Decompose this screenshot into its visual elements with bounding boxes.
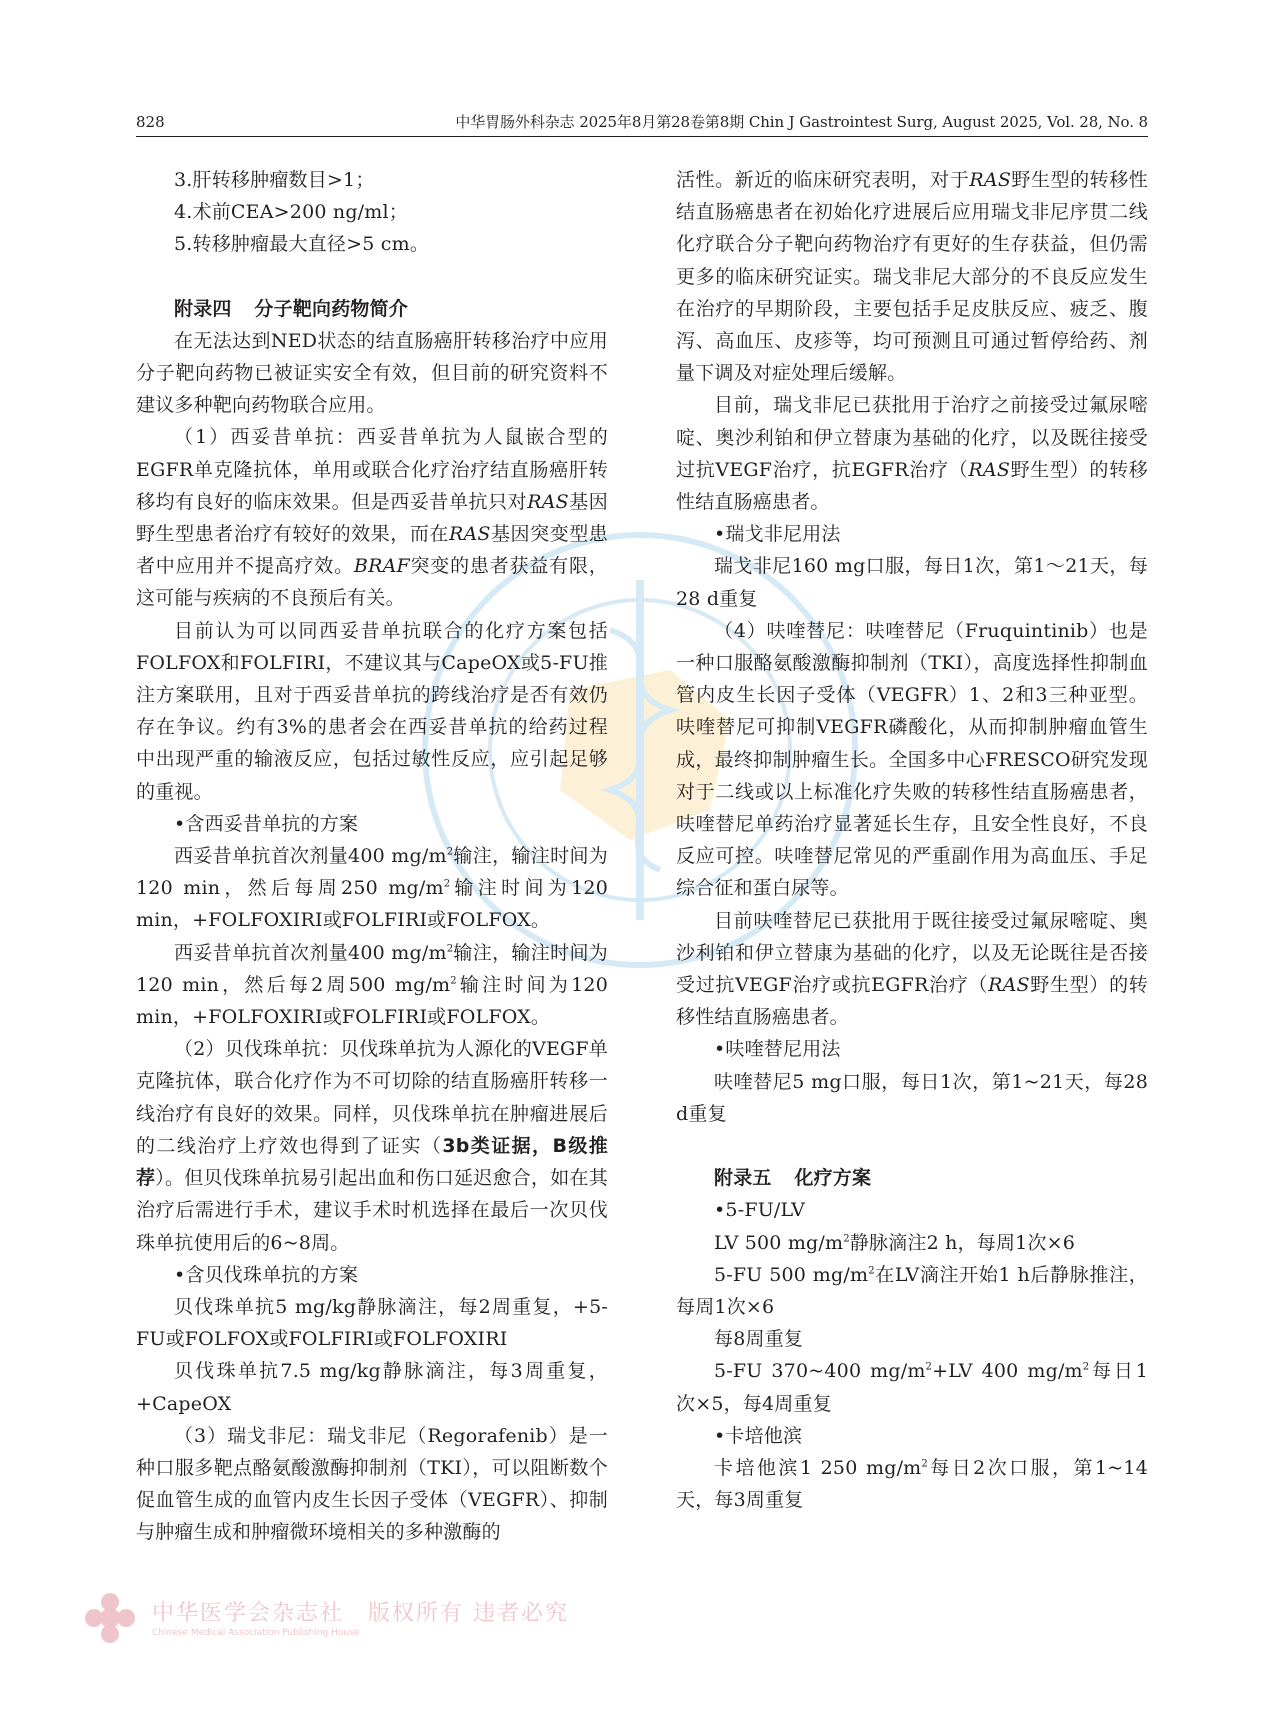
publisher-english-name: Chinese Medical Association Publishing House xyxy=(152,1628,360,1638)
right-column xyxy=(676,164,1148,1516)
capecitabine-line-1: 卡培他滨1 250 $mg/m^2$每日2次口服，第1~14天，每3周重复 xyxy=(676,1456,1148,1512)
cetuximab-paragraph: （1）西妥昔单抗：西妥昔单抗为人鼠嵌合型的EGFR单克隆抗体，单用或联合化疗治疗结直肠癌肝转移均有良好的临床效果。但是西妥昔单抗只对RAS基因野生型患者治疗有较好的效果，而在RAS基因突变型患者中应用并不提高疗效。BRAF突变的患者获益有限，这可能与疾病的不良预后有关。 xyxy=(136,426,609,610)
regorafenib-usage: 瑞戈非尼160 mg口服，每日1次，第1～21天，每28 d重复 xyxy=(676,555,1148,610)
publisher-watermark xyxy=(82,1590,602,1650)
fu-lv-line-4: 5-FU 370~400 $mg/m^2+LV$ 400 $mg/m^2$每日1次×5，每4周重复 xyxy=(676,1360,1148,1415)
cetuximab-regimen-heading: •含西妥昔单抗的方案 xyxy=(174,812,359,835)
fu-lv-line-1: LV 500 $mg/m^2$静脉滴注2 h，每周1次×6 xyxy=(714,1231,1076,1254)
regorafenib-usage-heading: •瑞戈非尼用法 xyxy=(714,523,841,546)
fruquintinib-paragraph: （4）呋喹替尼：呋喹替尼（Fruquintinib）也是一种口服酪氨酸激酶抑制剂（TKI），高度选择性抑制血管内皮生长因子受体（VEGFR）1、2和3三种亚型。呋喹替尼可抑制VEGFR磷酸化，从而抑制肿瘤血管生成，最终抑制肿瘤生长。全国多中心FRESCO研究发现对于二线或以上标准化疗失败的转移性结直肠癌患者，呋喹替尼单药治疗显著延长生存，且安全性良好，不良反应可控。呋喹替尼常见的严重副作用为高血压、手足综合征和蛋白尿等。 xyxy=(676,619,1148,900)
fu-lv-line-2: 5-FU 500 $mg/m^2$在LV滴注开始1 h后静脉推注，每周1次×6 xyxy=(676,1263,1148,1318)
list-item: 3.肝转移肿瘤数目>1； xyxy=(174,169,375,191)
page-number: 828 xyxy=(136,113,165,131)
cetuximab-combination-paragraph: 目前认为可以同西妥昔单抗联合的化疗方案包括FOLFOX和FOLFIRI，不建议其与CapeOX或5-FU推注方案联用，且对于西妥昔单抗的跨线治疗是否有效仍存在争议。约有3%的患者会在西妥昔单抗的给药过程中出现严重的输液反应，包括过敏性反应，应引起足够的重视。 xyxy=(136,619,608,803)
fruquintinib-usage-heading: •呋喹替尼用法 xyxy=(714,1038,841,1061)
publisher-copyright: 中华医学会杂志社 版权所有 违者必究 xyxy=(152,1601,570,1626)
regorafenib-approval-paragraph: 目前，瑞戈非尼已获批用于治疗之前接受过氟尿嘧啶、奥沙利铂和伊立替康为基础的化疗，以及既往接受过抗VEGF治疗，抗EGFR治疗（RAS野生型）的转移性结直肠癌患者。 xyxy=(676,394,1148,514)
fu-lv-line-3: 每8周重复 xyxy=(714,1328,804,1351)
left-column xyxy=(136,164,608,1549)
bevacizumab-paragraph: （2）贝伐珠单抗：贝伐珠单抗为人源化的VEGF单克隆抗体，联合化疗作为不可切除的结直肠癌肝转移一线治疗有良好的效果。同样，贝伐珠单抗在肿瘤进展后的二线治疗上疗效也得到了证实（3b类证据，B级推荐）。但贝伐珠单抗易引起出血和伤口延迟愈合，如在其治疗后需进行手术，建议手术时机选择在最后一次贝伐珠单抗使用后的6~8周。 xyxy=(136,1038,608,1254)
bevacizumab-regimen-heading: •含贝伐珠单抗的方案 xyxy=(174,1263,359,1286)
fruquintinib-approval-paragraph: 目前呋喹替尼已获批用于既往接受过氟尿嘧啶、奥沙利铂和伊立替康为基础的化疗，以及无论既往是否接受过抗VEGF治疗或抗EGFR治疗（RAS野生型）的转移性结直肠癌患者。 xyxy=(676,909,1148,1029)
appendix-4-heading: 附录四 分子靶向药物简介 xyxy=(174,297,409,320)
fruquintinib-usage: 呋喹替尼5 mg口服，每日1次，第1~21天，每28 d重复 xyxy=(676,1070,1148,1125)
cetuximab-regimen-2: 西妥昔单抗首次剂量400 $mg/m^2$输注，输注时间为120 min，然后每2周500 $mg/m^2$输注时间为120 min，+FOLFOXIRI或FOLFIRI或FOLFOX。 xyxy=(136,941,609,1029)
regorafenib-paragraph: （3）瑞戈非尼：瑞戈非尼（Regorafenib）是一种口服多靶点酪氨酸激酶抑制剂（TKI），可以阻断数个促血管生成的血管内皮生长因子受体（VEGFR）、抑制与肿瘤生成和肿瘤微环境相关的多种激酶的 xyxy=(136,1424,608,1544)
publisher-flower-icon xyxy=(82,1590,138,1646)
list-item: 5.转移肿瘤最大直径>5 cm。 xyxy=(174,233,430,256)
bevacizumab-regimen-1: 贝伐珠单抗5 mg/kg静脉滴注，每2周重复，+5-FU或FOLFOX或FOLFIRI或FOLFOXIRI xyxy=(136,1295,608,1351)
cetuximab-regimen-1: 西妥昔单抗首次剂量400 $mg/m^2$输注，输注时间为120 min，然后每周250 $mg/m^2$输注时间为120 min，+FOLFOXIRI或FOLFIRI或FOLFOX。 xyxy=(136,845,608,932)
list-item: 4.术前CEA>200 ng/ml； xyxy=(174,201,408,224)
journal-citation: 中华胃肠外科杂志 2025年8月第28卷第8期 Chin J Gastrointest Surg, August 2025, Vol. 28, No. 8 xyxy=(455,113,1148,131)
bevacizumab-regimen-2: 贝伐珠单抗7.5 mg/kg静脉滴注，每3周重复，+CapeOX xyxy=(136,1360,608,1415)
header-rule xyxy=(136,136,1148,137)
regorafenib-paragraph-continued: 活性。新近的临床研究表明，对于RAS野生型的转移性结直肠癌患者在初始化疗进展后应用瑞戈非尼序贯二线化疗联合分子靶向药物治疗有更好的生存获益，但仍需更多的临床研究证实。瑞戈非尼大部分的不良反应发生在治疗的早期阶段，主要包括手足皮肤反应、疲乏、腹泻、高血压、皮疹等，均可预测且可通过暂停给药、剂量下调及对症处理后缓解。 xyxy=(676,169,1148,385)
appendix-5-heading: 附录五 化疗方案 xyxy=(714,1167,872,1190)
intro-paragraph: 在无法达到NED状态的结直肠癌肝转移治疗中应用分子靶向药物已被证实安全有效，但目前的研究资料不建议多种靶向药物联合应用。 xyxy=(136,329,608,417)
capecitabine-heading: •卡培他滨 xyxy=(714,1424,803,1447)
fu-lv-heading: •5-FU/LV xyxy=(714,1199,805,1222)
